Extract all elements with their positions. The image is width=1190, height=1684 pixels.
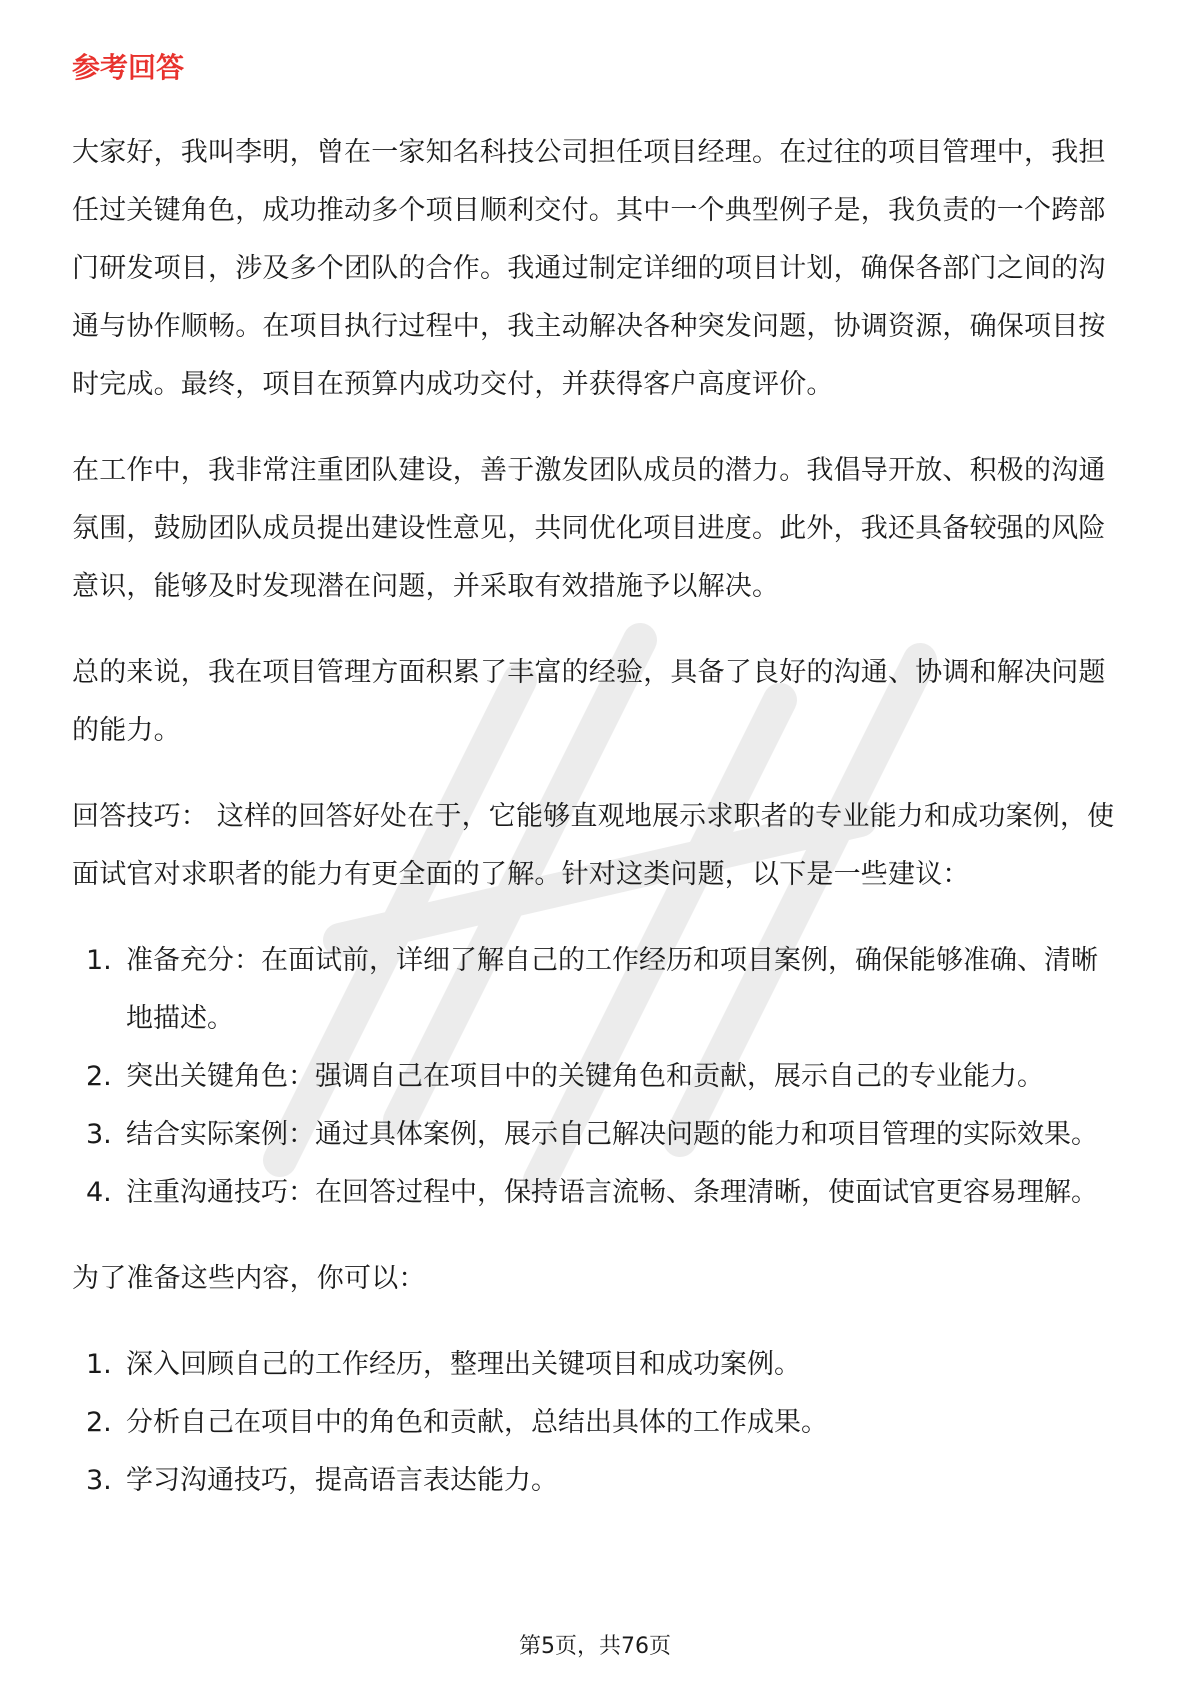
- list-item-text: 分析自己在项目中的角色和贡献，总结出具体的工作成果。: [126, 1407, 828, 1438]
- list-item: [72, 1164, 1118, 1222]
- list-item-text: 突出关键角色：强调自己在项目中的关键角色和贡献，展示自己的专业能力。: [126, 1061, 1044, 1092]
- list-item: [72, 1106, 1118, 1164]
- answer-paragraph-2: 在工作中，我非常注重团队建设，善于激发团队成员的潜力。我倡导开放、积极的沟通氛围，鼓励团队成员提出建设性意见，共同优化项目进度。此外，我还具备较强的风险意识，能够及时发现潜在问题，并采取有效措施予以解决。: [72, 455, 1106, 602]
- list-item-text: 学习沟通技巧，提高语言表达能力。: [126, 1465, 558, 1496]
- list-item: [72, 932, 1118, 1048]
- list-item-number: 4.: [86, 1177, 112, 1208]
- list-item: [72, 1452, 1118, 1510]
- tips-intro-paragraph: 回答技巧： 这样的回答好处在于，它能够直观地展示求职者的专业能力和成功案例，使面试官对求职者的能力有更全面的了解。针对这类问题，以下是一些建议：: [72, 801, 1115, 890]
- list-item-number: 2.: [86, 1407, 112, 1438]
- section-title: 参考回答: [72, 51, 185, 84]
- page-number-footer: 第5页，共76页: [519, 1634, 671, 1659]
- list-item-number: 1.: [86, 945, 112, 976]
- list-item-number: 3.: [86, 1465, 112, 1496]
- list-item: [72, 1048, 1118, 1106]
- list-item-number: 1.: [86, 1349, 112, 1380]
- list-item-text: 结合实际案例：通过具体案例，展示自己解决问题的能力和项目管理的实际效果。: [126, 1119, 1098, 1150]
- list-item-number: 3.: [86, 1119, 112, 1150]
- answer-paragraph-3: 总的来说，我在项目管理方面积累了丰富的经验，具备了良好的沟通、协调和解决问题的能力。: [72, 657, 1106, 746]
- tips-list: [72, 932, 1118, 1222]
- list-item-text: 准备充分：在面试前，详细了解自己的工作经历和项目案例，确保能够准确、清晰地描述。: [126, 945, 1098, 1034]
- list-item-number: 2.: [86, 1061, 112, 1092]
- list-item-text: 深入回顾自己的工作经历，整理出关键项目和成功案例。: [126, 1349, 801, 1380]
- prep-intro: 为了准备这些内容，你可以：: [72, 1263, 426, 1294]
- list-item: [72, 1394, 1118, 1452]
- list-item: [72, 1336, 1118, 1394]
- prep-list: [72, 1336, 1118, 1510]
- answer-paragraph-1: 大家好，我叫李明，曾在一家知名科技公司担任项目经理。在过往的项目管理中，我担任过关键角色，成功推动多个项目顺利交付。其中一个典型例子是，我负责的一个跨部门研发项目，涉及多个团队的合作。我通过制定详细的项目计划，确保各部门之间的沟通与协作顺畅。在项目执行过程中，我主动解决各种突发问题，协调资源，确保项目按时完成。最终，项目在预算内成功交付，并获得客户高度评价。: [72, 137, 1106, 400]
- list-item-text: 注重沟通技巧：在回答过程中，保持语言流畅、条理清晰，使面试官更容易理解。: [126, 1177, 1098, 1208]
